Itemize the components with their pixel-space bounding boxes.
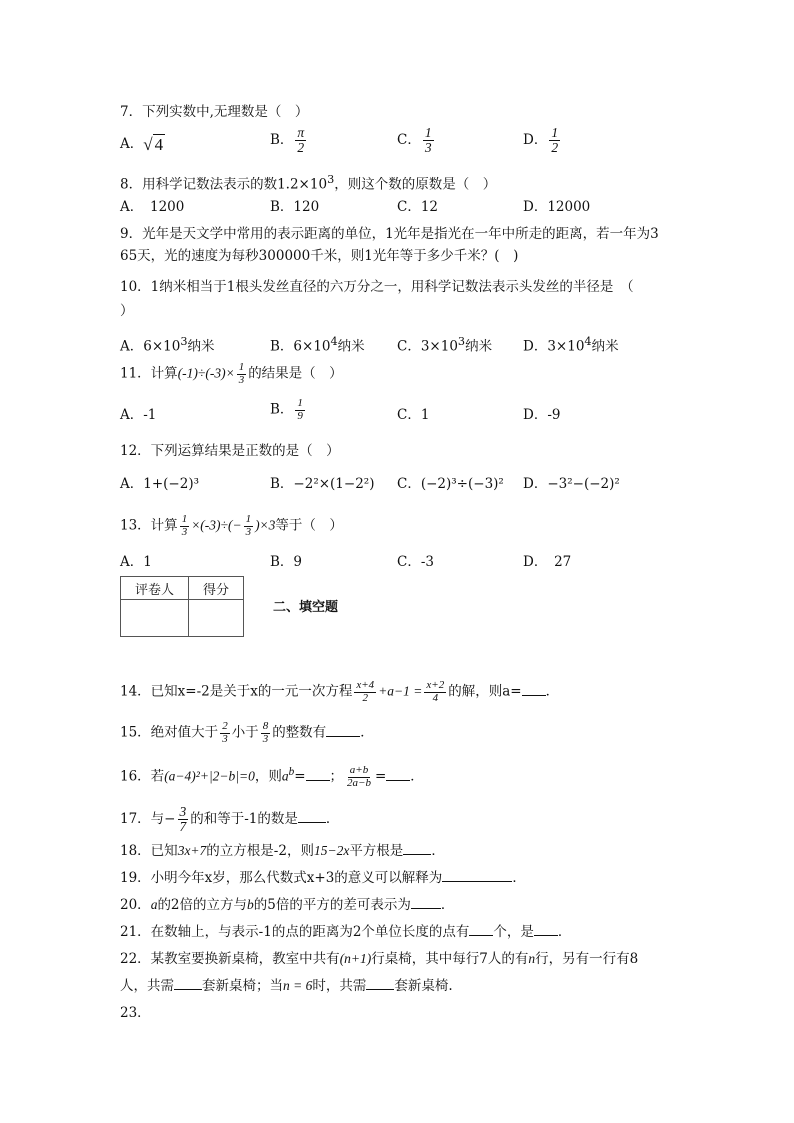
answer-blank[interactable] (442, 869, 512, 882)
question-13-option-b: B．9 (270, 554, 303, 570)
question-22-line-2: 人，共需 套新桌椅；当n = 6时，共需 套新桌椅. (120, 978, 453, 994)
sqrt-symbol: √ 4 (143, 134, 164, 154)
question-13-option-d: D． 27 (523, 554, 572, 570)
question-10-option-d: D．$3\times 10^4$纳米 (523, 335, 619, 355)
question-22-line-1: 22．某教室要换新桌椅，教室中共有(n+1)行桌椅，其中每行7人的有n行，另有一行有8 (120, 951, 639, 967)
question-18: 18．已知3x+7的立方根是-2，则15−2x平方根是 ． (120, 843, 445, 859)
question-12-option-d: D．−3²−(−2)² (523, 476, 620, 492)
answer-blank[interactable] (411, 896, 441, 909)
answer-blank[interactable] (306, 768, 330, 781)
question-7-stem: 7．下列实数中,无理数是（ ） (120, 104, 309, 120)
question-13-stem: 13．计算 $\frac{1}{3}$ ×(-3)÷(− $\frac{1}{3}$ )×3等于（ ） (120, 513, 343, 538)
question-20: 20．a的2倍的立方与b的5倍的平方的差可表示为 ． (120, 897, 455, 913)
question-9-line-2: 65天，光的速度为每秒300000千米，则1光年等于多少千米？( ) (120, 248, 519, 264)
answer-blank[interactable] (326, 724, 360, 737)
question-7-option-b: B． $\frac{\pi}{2}$ (270, 125, 305, 156)
question-10-line-2: ） (120, 303, 134, 319)
answer-blank[interactable] (386, 768, 410, 781)
grader-score-table (120, 576, 244, 637)
question-7-option-a: A．√ 4 (120, 134, 164, 154)
question-11-option-c: C．1 (397, 407, 430, 423)
question-11-option-d: D．-9 (523, 407, 561, 423)
question-13-option-a: A．1 (120, 554, 152, 570)
answer-blank[interactable] (469, 923, 493, 936)
question-7-option-d: D． $\frac{1}{2}$ (523, 125, 559, 156)
answer-blank[interactable] (534, 923, 558, 936)
question-7-option-c: C． $\frac{1}{3}$ (397, 125, 432, 156)
question-12-option-b: B．−2²×(1−2²) (270, 476, 375, 492)
score-cell[interactable] (189, 600, 244, 637)
question-16: 16．若(a−4)²+|2−b|=0，则$a^b=$ ； $\frac{a+b}{2a-b}$ = ． (120, 763, 424, 789)
question-8-option-c: C．12 (397, 199, 439, 215)
question-12-option-a: A．1+(−2)³ (120, 476, 199, 492)
question-11-stem: 11．计算(-1)÷(-3)× $\frac{1}{3}$ 的结果是（ ） (120, 361, 343, 386)
question-19: 19．小明今年x岁，那么代数式x+3的意义可以解释为 ． (120, 870, 526, 886)
question-13-option-c: C．-3 (397, 554, 434, 570)
score-header: 得分 (189, 577, 244, 600)
question-12-option-c: C．(−2)³÷(−3)² (397, 476, 504, 492)
answer-blank[interactable] (298, 810, 326, 823)
question-10-option-c: C．$3\times 10^3$纳米 (397, 335, 493, 355)
answer-blank[interactable] (522, 683, 546, 696)
grader-header: 评卷人 (121, 577, 189, 600)
question-12-stem: 12．下列运算结果是正数的是（ ） (120, 443, 340, 459)
question-14: 14．已知x=-2是关于x的一元一次方程 $\frac{x+4}{2}$ +a−1 = $\frac{x+2}{4}$ 的解，则a= ． (120, 679, 560, 704)
question-10-line-1: 10．1纳米相当于1根头发丝直径的六万分之一，用科学记数法表示头发丝的半径是 （ (120, 279, 634, 295)
section-title-fill-in: 二、填空题 (273, 600, 339, 615)
question-11-option-a: A．-1 (120, 407, 157, 423)
question-15: 15．绝对值大于 $\frac{2}{3}$ 小于 $\frac{8}{3}$ 的整数有 ． (120, 720, 374, 745)
question-9-line-1: 9．光年是天文学中常用的表示距离的单位，1光年是指光在一年中所走的距离，若一年为3 (120, 226, 659, 242)
question-8-option-d: D．12000 (523, 199, 591, 215)
question-8-option-a: A． 1200 (120, 199, 185, 215)
question-23: 23． (120, 1005, 151, 1021)
question-10-option-b: B．$6\times 10^4$纳米 (270, 335, 365, 355)
grader-cell[interactable] (121, 600, 189, 637)
answer-blank[interactable] (366, 977, 394, 990)
question-21: 21．在数轴上，与表示-1的点的距离为2个单位长度的点有 个，是 ． (120, 924, 572, 940)
answer-blank[interactable] (403, 842, 431, 855)
question-8-option-b: B．120 (270, 199, 320, 215)
question-10-option-a: A．$6\times 10^3$纳米 (120, 335, 215, 355)
question-11-option-b: B． $\frac{1}{9}$ (270, 397, 303, 422)
question-8-stem: 8．用科学记数法表示的数$1.2\times 10^3$，则这个数的原数是（ ） (120, 173, 497, 193)
question-17: 17．与− $\frac{3}{7}$ 的和等于-1的数是 ． (120, 804, 340, 835)
answer-blank[interactable] (174, 977, 202, 990)
